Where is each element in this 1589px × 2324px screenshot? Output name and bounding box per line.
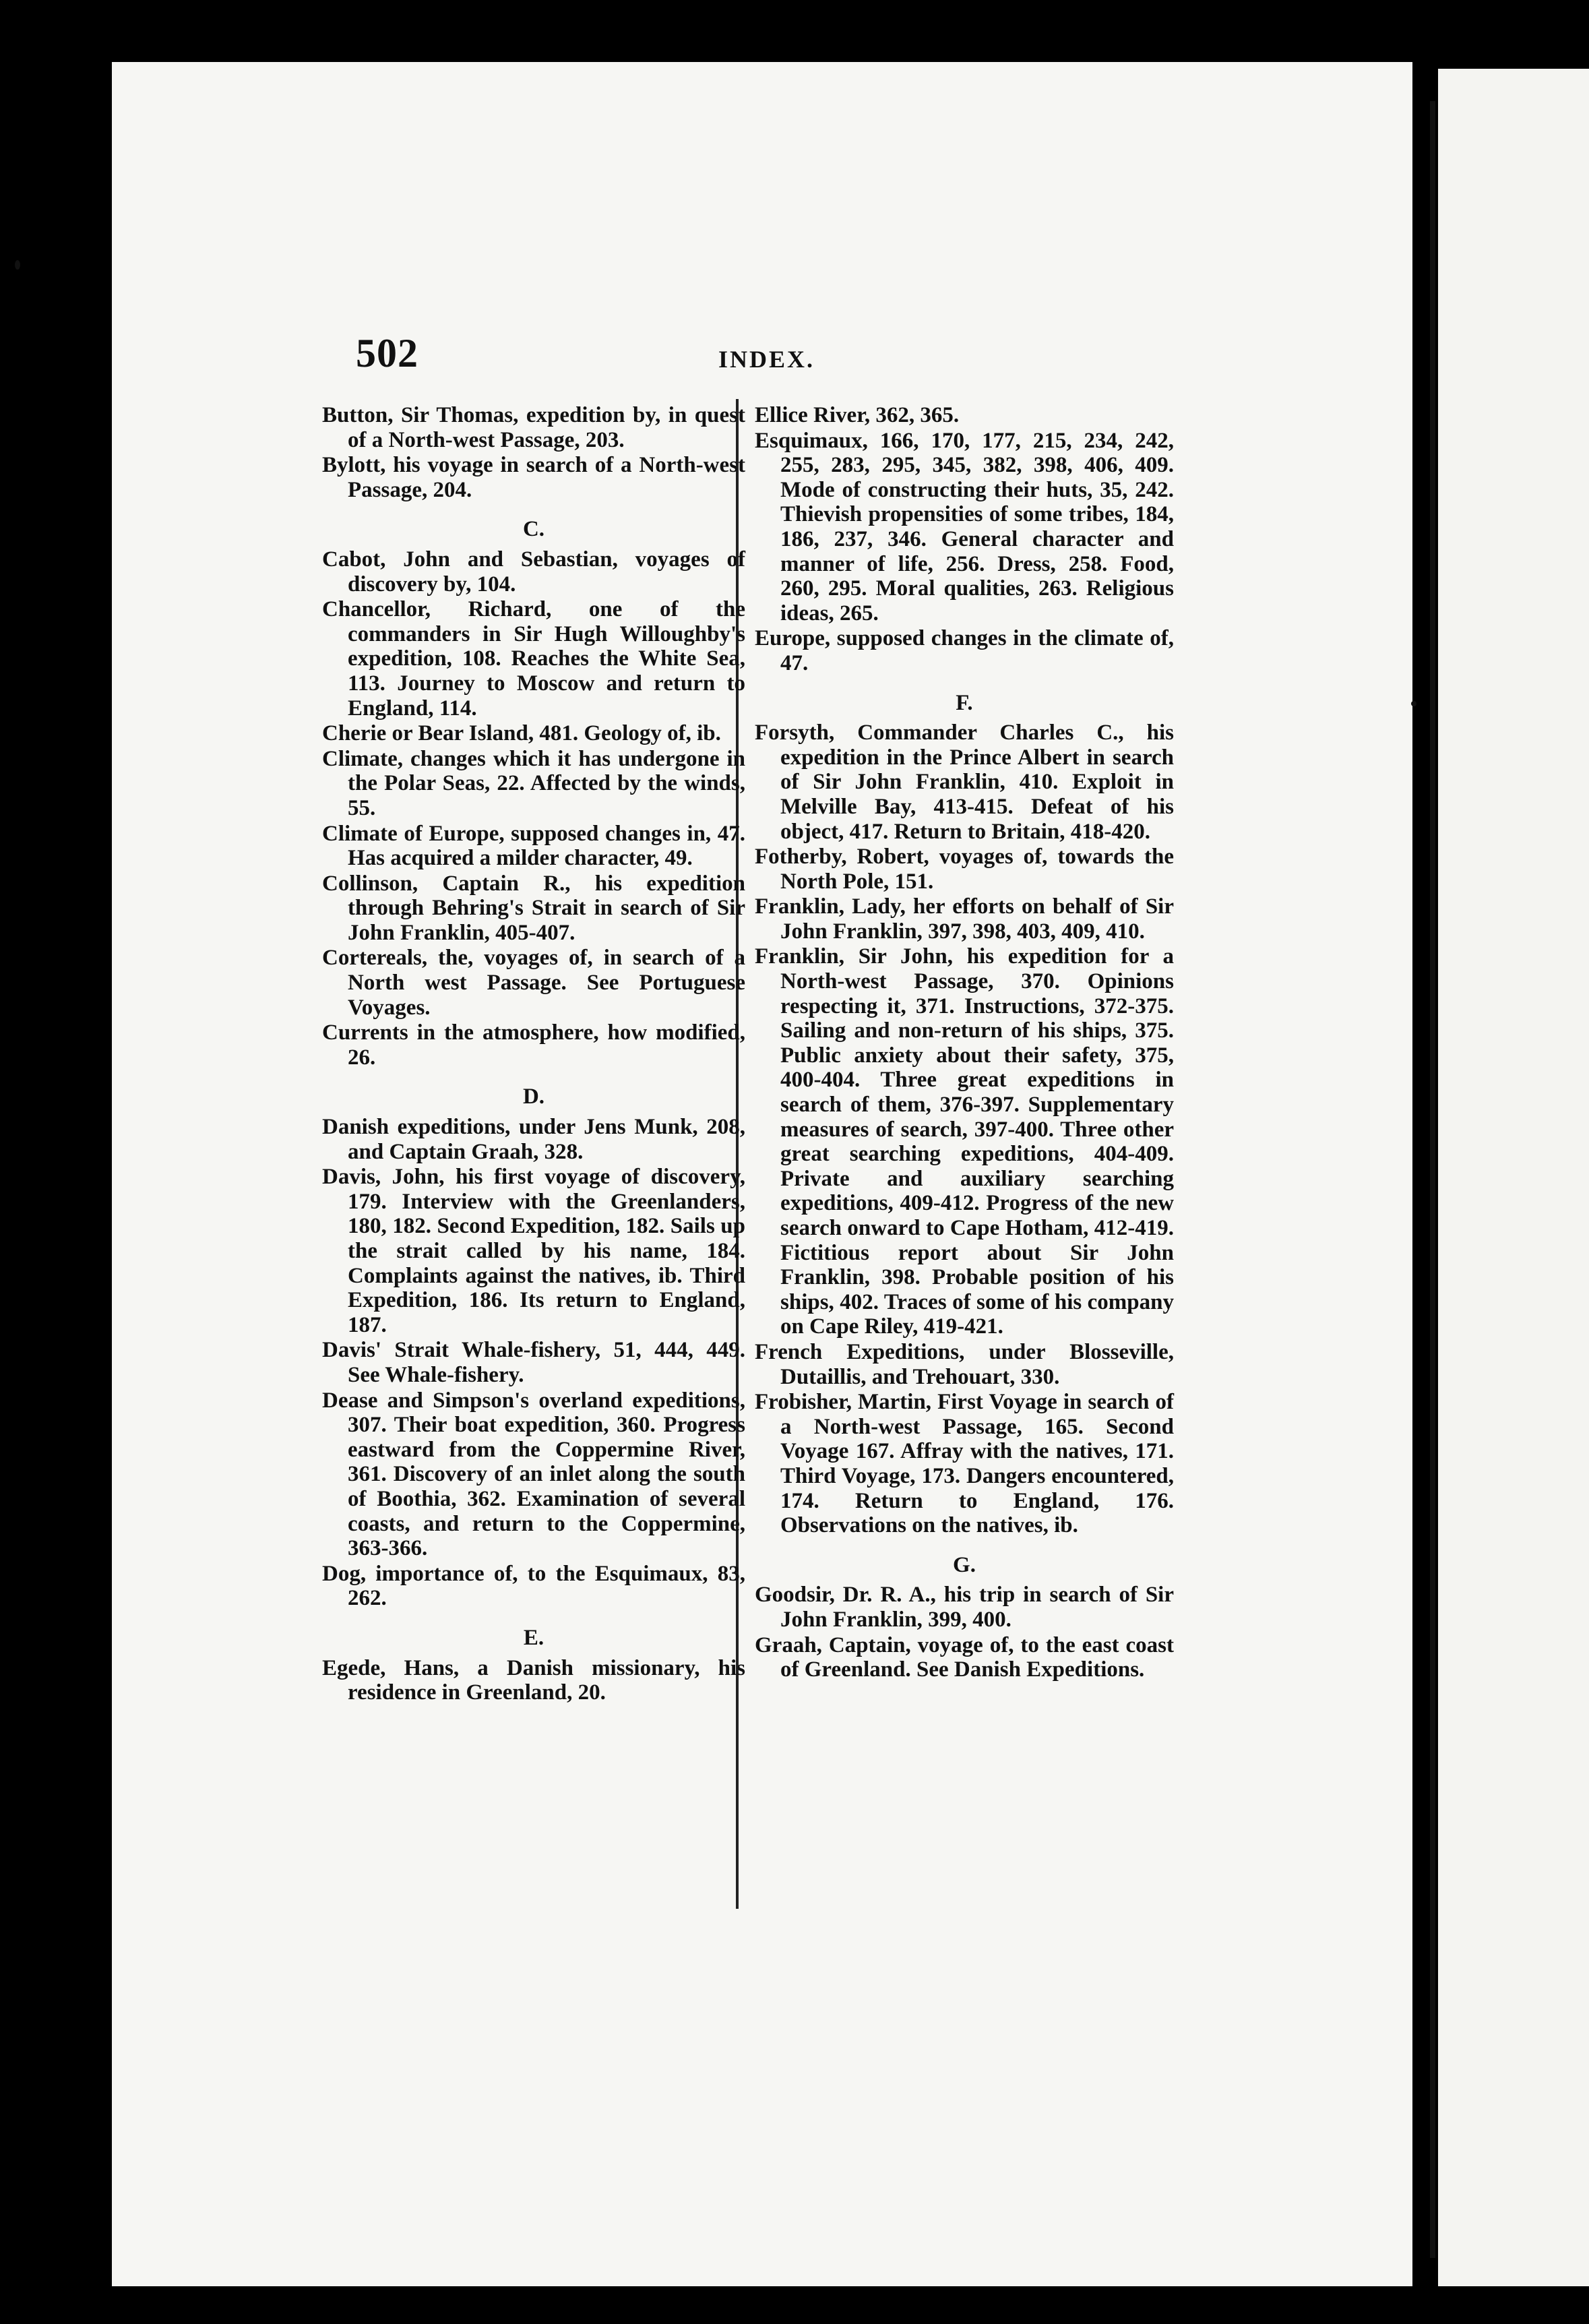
page-number: 502 [356,331,418,375]
running-head: INDEX. [718,346,815,373]
page-spine [1430,101,1435,2258]
index-entry: Climate of Europe, supposed changes in, 47. Has acquired a milder character, 49. [322,821,745,871]
index-entry: Collinson, Captain R., his expedition through Behring's Strait in search of Sir John Franklin, 405-407. [322,871,745,945]
next-page-edge [1438,69,1589,2286]
section-letter: D. [522,1084,545,1109]
index-entry: Europe, supposed changes in the climate of, 47. [755,626,1174,675]
index-entry: Esquimaux, 166, 170, 177, 215, 234, 242, 255, 283, 295, 345, 382, 398, 406, 409. Mode of constructing their huts, 35, 242. Thievish propensities of some tribes, 184, 186, 237, 346. General character and manner of life, 256. Dress, 258. Food, 260, 295. Moral qualities, 263. Religious ideas, 265. [755,428,1174,625]
index-entry: Frobisher, Martin, First Voyage in search of a North-west Passage, 165. Second Voyage 167. Affray with the natives, 171. Third Voyage, 173. Dangers encountered, 174. Return to England, 176. Observations on the natives, ib. [755,1390,1174,1538]
section-letter: G. [953,1552,976,1577]
index-entry: Egede, Hans, a Danish missionary, his residence in Greenland, 20. [322,1655,745,1705]
index-entry: Graah, Captain, voyage of, to the east coast of Greenland. See Danish Expeditions. [755,1632,1174,1682]
section-letter: F. [956,690,973,715]
index-entry: Dog, importance of, to the Esquimaux, 83, 262. [322,1561,745,1611]
scan-speck [1411,701,1416,706]
index-entry: Button, Sir Thomas, expedition by, in quest of a North-west Passage, 203. [322,403,745,452]
index-entry: Currents in the atmosphere, how modified, 26. [322,1020,745,1070]
index-entry: Ellice River, 362, 365. [755,403,960,427]
index-entry: Davis' Strait Whale-fishery, 51, 444, 449. See Whale-fishery. [322,1338,745,1387]
index-entry: Franklin, Lady, her efforts on behalf of Sir John Franklin, 397, 398, 403, 409, 410. [755,894,1174,944]
index-entry: Dease and Simpson's overland expeditions, 307. Their boat expedition, 360. Progress eastward from the Coppermine River, 361. Discovery of an inlet along the south of Boothia, 362. Examination of several coasts, and return to the Coppermine, 363-366. [322,1388,745,1561]
index-entry: Franklin, Sir John, his expedition for a North-west Passage, 370. Opinions respecting it, 371. Instructions, 372-375. Sailing and non-return of his ships, 375. Public anxiety about their safety, 375, 400-404. Three great expeditions in search of them, 376-397. Supplementary measures of search, 397-400. Three other great searching expeditions, 404-409. Private and auxiliary searching expeditions, 409-412. Progress of the new search onward to Cape Hotham, 412-419. Fictitious report about Sir John Franklin, 398. Probable position of his ships, 402. Traces of some of his company on Cape Riley, 419-421. [755,944,1174,1339]
section-letter: C. [522,517,545,542]
index-entry: Fotherby, Robert, voyages of, towards the North Pole, 151. [755,845,1174,894]
index-entry: Climate, changes which it has undergone in the Polar Seas, 22. Affected by the winds, 55. [322,746,745,820]
scan-speck [15,260,20,270]
index-entry: Chancellor, Richard, one of the commanders in Sir Hugh Willoughby's expedition, 108. Reaches the White Sea, 113. Journey to Moscow and return to England, 114. [322,597,745,721]
index-entry: French Expeditions, under Blosseville, Dutaillis, and Trehouart, 330. [755,1339,1174,1389]
section-letter: E. [523,1625,544,1650]
index-entry: Goodsir, Dr. R. A., his trip in search of Sir John Franklin, 399, 400. [755,1583,1174,1632]
index-entry: Cabot, John and Sebastian, voyages of discovery by, 104. [322,547,745,597]
index-entry: Cortereals, the, voyages of, in search of a North west Passage. See Portuguese Voyages. [322,946,745,1020]
index-entry: Forsyth, Commander Charles C., his expedition in the Prince Albert in search of Sir John Franklin, 410. Exploit in Melville Bay, 413-415. Defeat of his object, 417. Return to Britain, 418-420. [755,721,1174,844]
index-column-right [755,403,1174,1683]
index-entry: Cherie or Bear Island, 481. Geology of, ib. [322,721,721,746]
index-entry: Bylott, his voyage in search of a North-west Passage, 204. [322,453,745,502]
index-entry: Danish expeditions, under Jens Munk, 208, and Captain Graah, 328. [322,1115,745,1164]
index-entry: Davis, John, his first voyage of discovery, 179. Interview with the Greenlanders, 180, 182. Second Expedition, 182. Sails up the strait called by his name, 184. Complaints against the natives, ib. Third Expedition, 186. Its return to England, 187. [322,1165,745,1337]
index-column-left [322,403,745,1706]
